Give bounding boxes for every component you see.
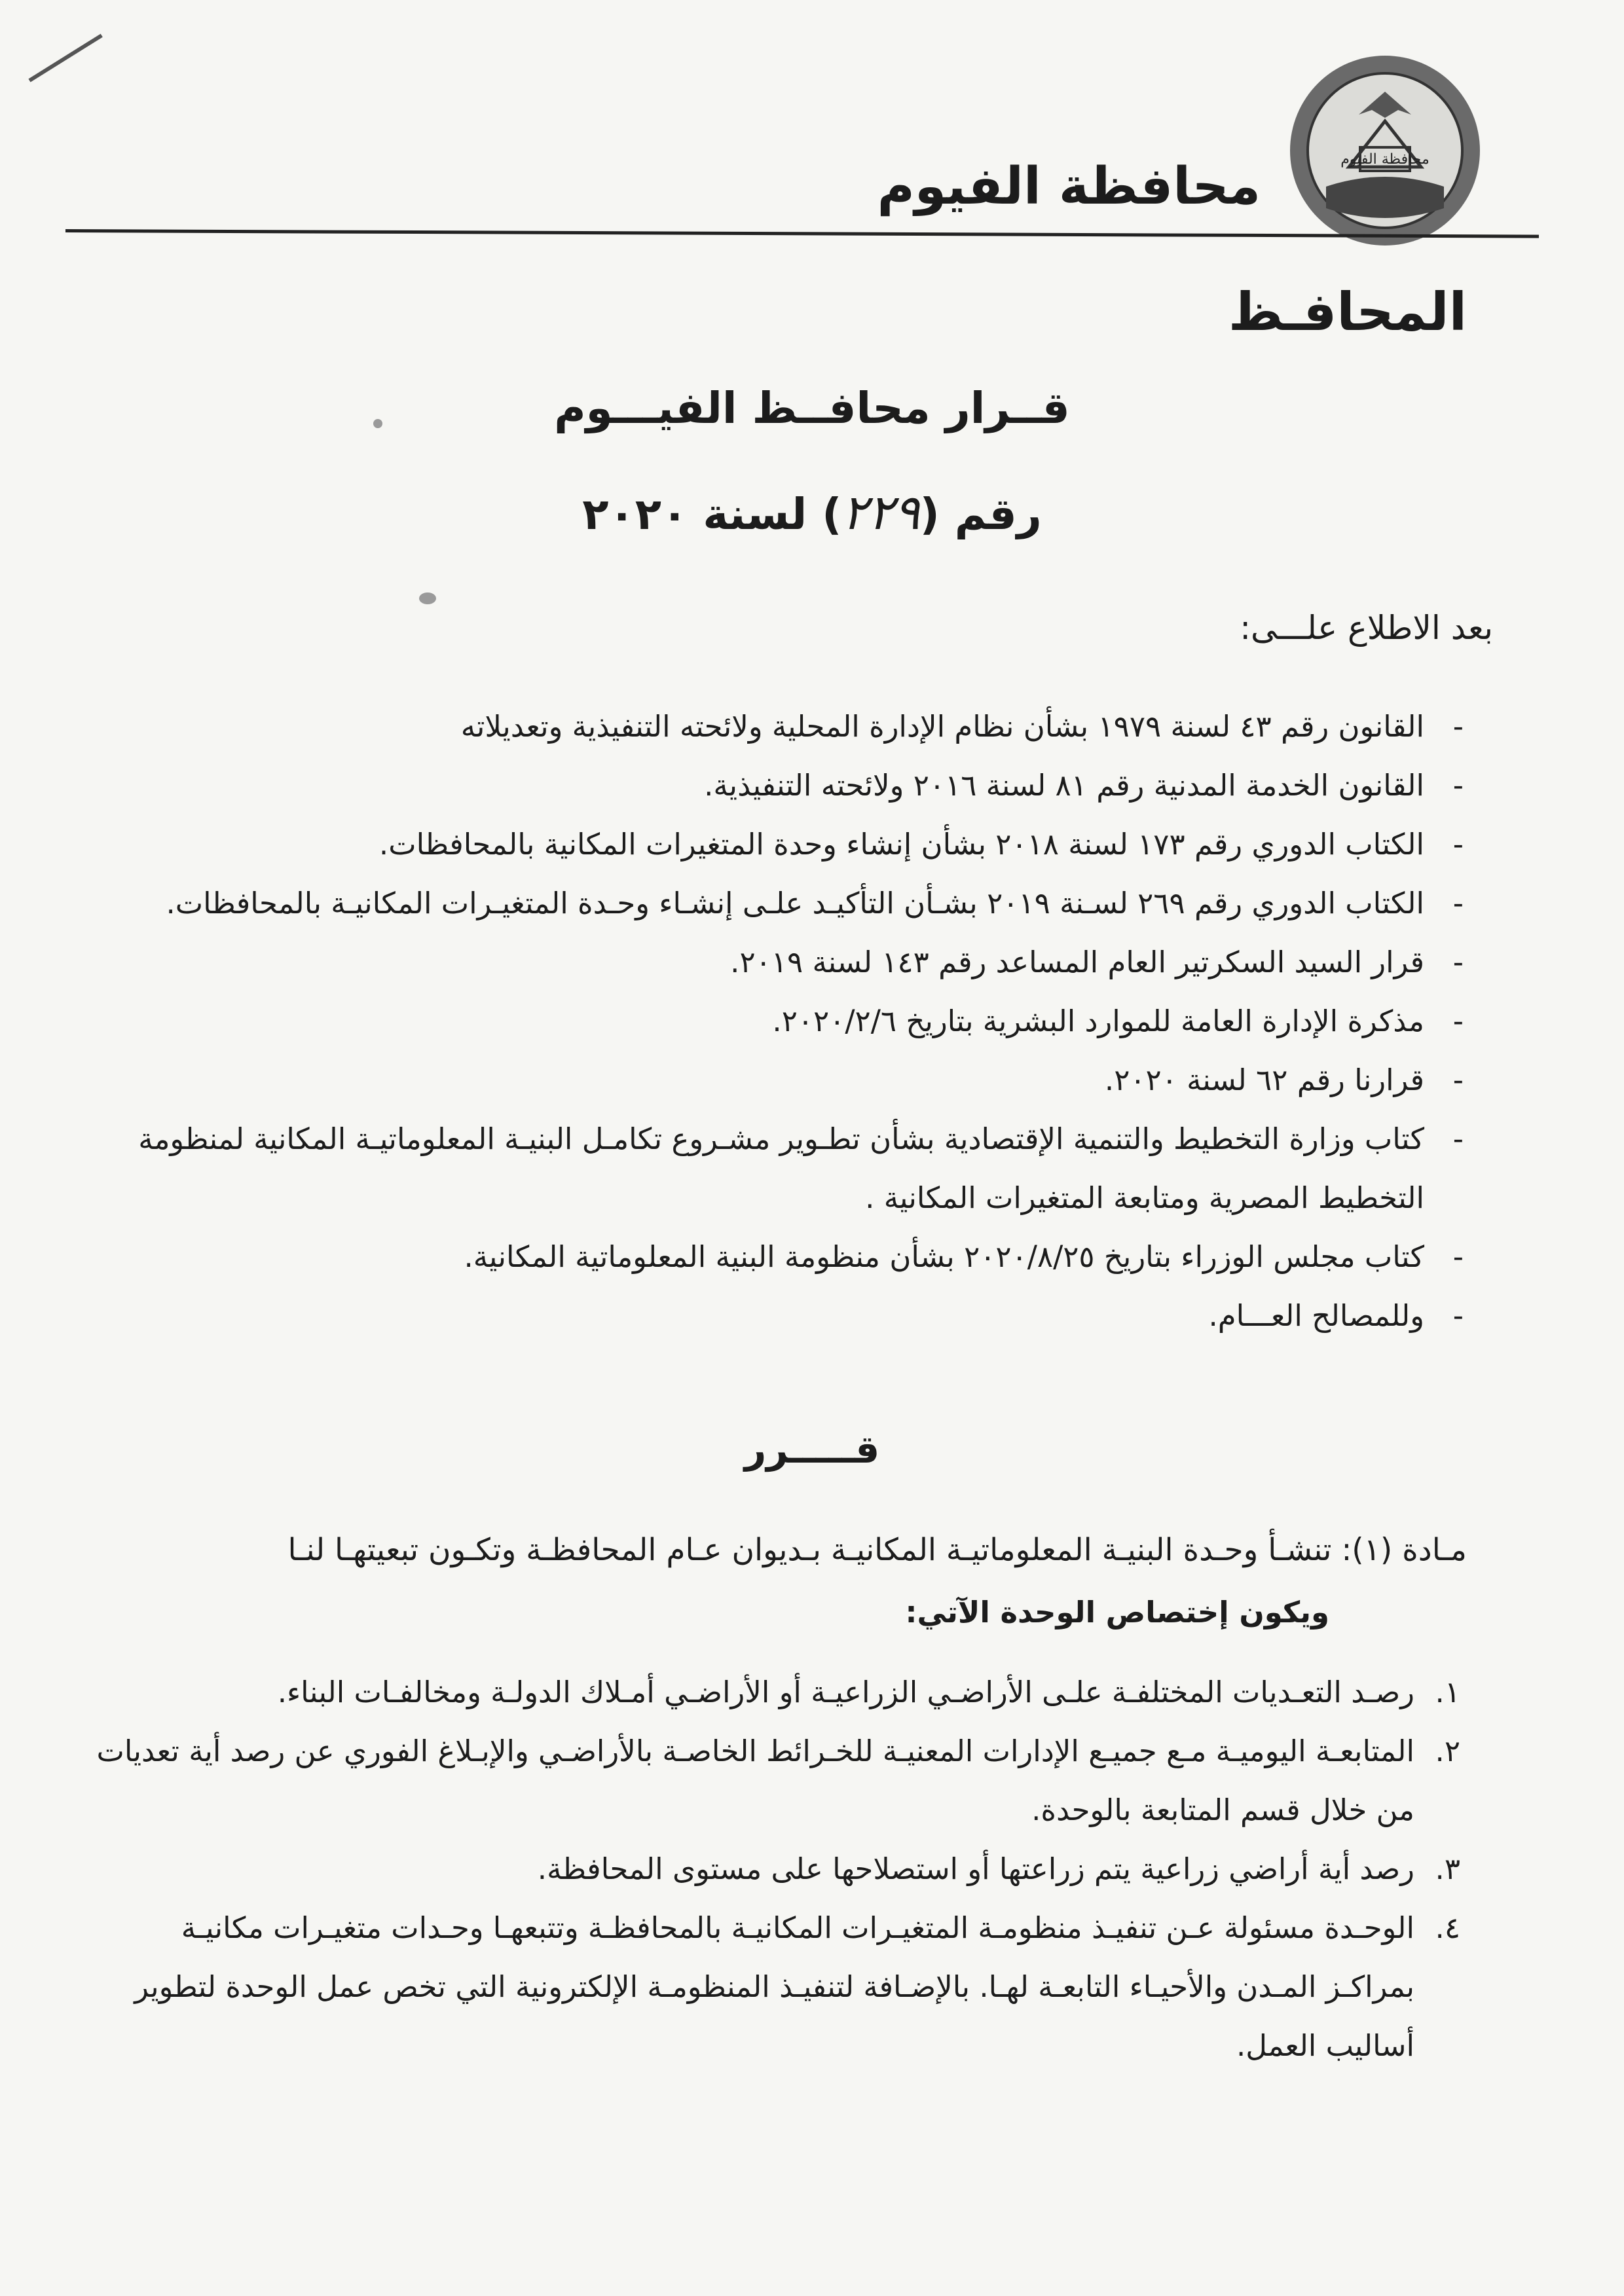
decision-title: قــرار محافــظ الفيـــوم xyxy=(554,383,1070,433)
scan-speck xyxy=(419,592,436,604)
duty-item xyxy=(85,1722,1460,1840)
decision-number xyxy=(0,484,1624,541)
duty-number: ٤. xyxy=(1435,1910,1460,1945)
duty-text: رصـد التعـديات المختلفـة علـى الأراضـي الزراعيـة أو الأراضـي أمـلاك الدولـة ومخالفـات البناء. xyxy=(277,1675,1414,1709)
decision-number-prefix: رقم ( xyxy=(919,489,1042,539)
duties-list xyxy=(85,1663,1460,2075)
reference-item: - القانون رقم ٤٣ لسنة ١٩٧٩ بشأن نظام الإدارة المحلية ولائحته التنفيذية وتعديلاته xyxy=(95,697,1464,756)
pen-mark xyxy=(28,34,102,82)
decision-number-handwritten: ٢٢٩ xyxy=(841,484,920,541)
duty-number: ٢. xyxy=(1435,1734,1460,1768)
reference-item: - قرار السيد السكرتير العام المساعد رقم ١٤٣ لسنة ٢٠١٩. xyxy=(95,933,1464,992)
duty-number: ١. xyxy=(1435,1675,1460,1709)
article-1-subtitle: ويكون إختصاص الوحدة الآتي: xyxy=(905,1595,1329,1630)
reference-item: - وللمصالح العـــام. xyxy=(95,1286,1464,1345)
reference-item: - الكتاب الدوري رقم ٢٦٩ لسـنة ٢٠١٩ بشـأن التأكيـد علـى إنشـاء وحـدة المتغيـرات المكانيـة بالمحافظات. xyxy=(95,874,1464,933)
reference-item: - الكتاب الدوري رقم ١٧٣ لسنة ٢٠١٨ بشأن إنشاء وحدة المتغيرات المكانية بالمحافظات. xyxy=(95,815,1464,874)
duty-text: رصد أية أراضي زراعية يتم زراعتها أو استصلاحها على مستوى المحافظة. xyxy=(537,1851,1414,1886)
references-list xyxy=(95,697,1464,1345)
reference-item: - القانون الخدمة المدنية رقم ٨١ لسنة ٢٠١٦ ولائحته التنفيذية. xyxy=(95,756,1464,815)
seal-text: محافظة الفيوم xyxy=(1340,151,1430,168)
preamble-intro: بعد الاطلاع علـــى: xyxy=(1240,609,1493,647)
duty-item xyxy=(85,1840,1460,1899)
reference-item: - كتاب مجلس الوزراء بتاريخ ٢٠٢٠/٨/٢٥ بشأن منظومة البنية المعلوماتية المكانية. xyxy=(95,1228,1464,1286)
governorate-name: محافظة الفيوم xyxy=(877,157,1261,216)
decision-number-suffix: ) لسنة ٢٠٢٠ xyxy=(582,489,842,539)
governorate-seal xyxy=(1287,52,1483,249)
duty-item xyxy=(85,1899,1460,2075)
reference-item: - مذكرة الإدارة العامة للموارد البشرية بتاريخ ٢٠٢٠/٢/٦. xyxy=(95,992,1464,1051)
duty-number: ٣. xyxy=(1435,1851,1460,1886)
duty-item xyxy=(85,1663,1460,1722)
reference-item: - كتاب وزارة التخطيط والتنمية الإقتصادية بشأن تطـوير مشـروع تكامـل البنيـة المعلوماتيـة المكانية لمنظومة التخطيط المصرية ومتابعة المتغيرات المكانية . xyxy=(95,1110,1464,1228)
article-1 xyxy=(92,1519,1467,1643)
article-1-text: تنشـأ وحـدة البنيـة المعلوماتيـة المكانيـة بـديوان عـام المحافظـة وتكـون تبعيتهـا لنـا xyxy=(287,1532,1332,1568)
duty-text: المتابعـة اليوميـة مـع جميـع الإدارات المعنيـة للخـرائط الخاصـة بالأراضـي والإبـلاغ الفوري عن رصد أية تعديات من خلال قسم المتابعة بالوحدة. xyxy=(96,1734,1414,1827)
article-1-lead xyxy=(92,1519,1467,1581)
decrees-heading: قـــــرر xyxy=(744,1427,880,1472)
duty-text: الوحـدة مسئولة عـن تنفيـذ منظومـة المتغيـرات المكانيـة بالمحافظـة وتتبعهـا وحـدات متغيـرات مكانيـة بمراكـز المـدن والأحيـاء التابعـة لهـا. بالإضـافة لتنفيـذ المنظومـة الإلكترونية التي تخص عمل الوحدة لتطوير أساليب العمل. xyxy=(134,1910,1414,2063)
governor-title: المحافـظ xyxy=(1228,282,1467,342)
article-1-label: مـادة (١): xyxy=(1341,1532,1467,1568)
reference-item: - قرارنا رقم ٦٢ لسنة ٢٠٢٠. xyxy=(95,1051,1464,1110)
